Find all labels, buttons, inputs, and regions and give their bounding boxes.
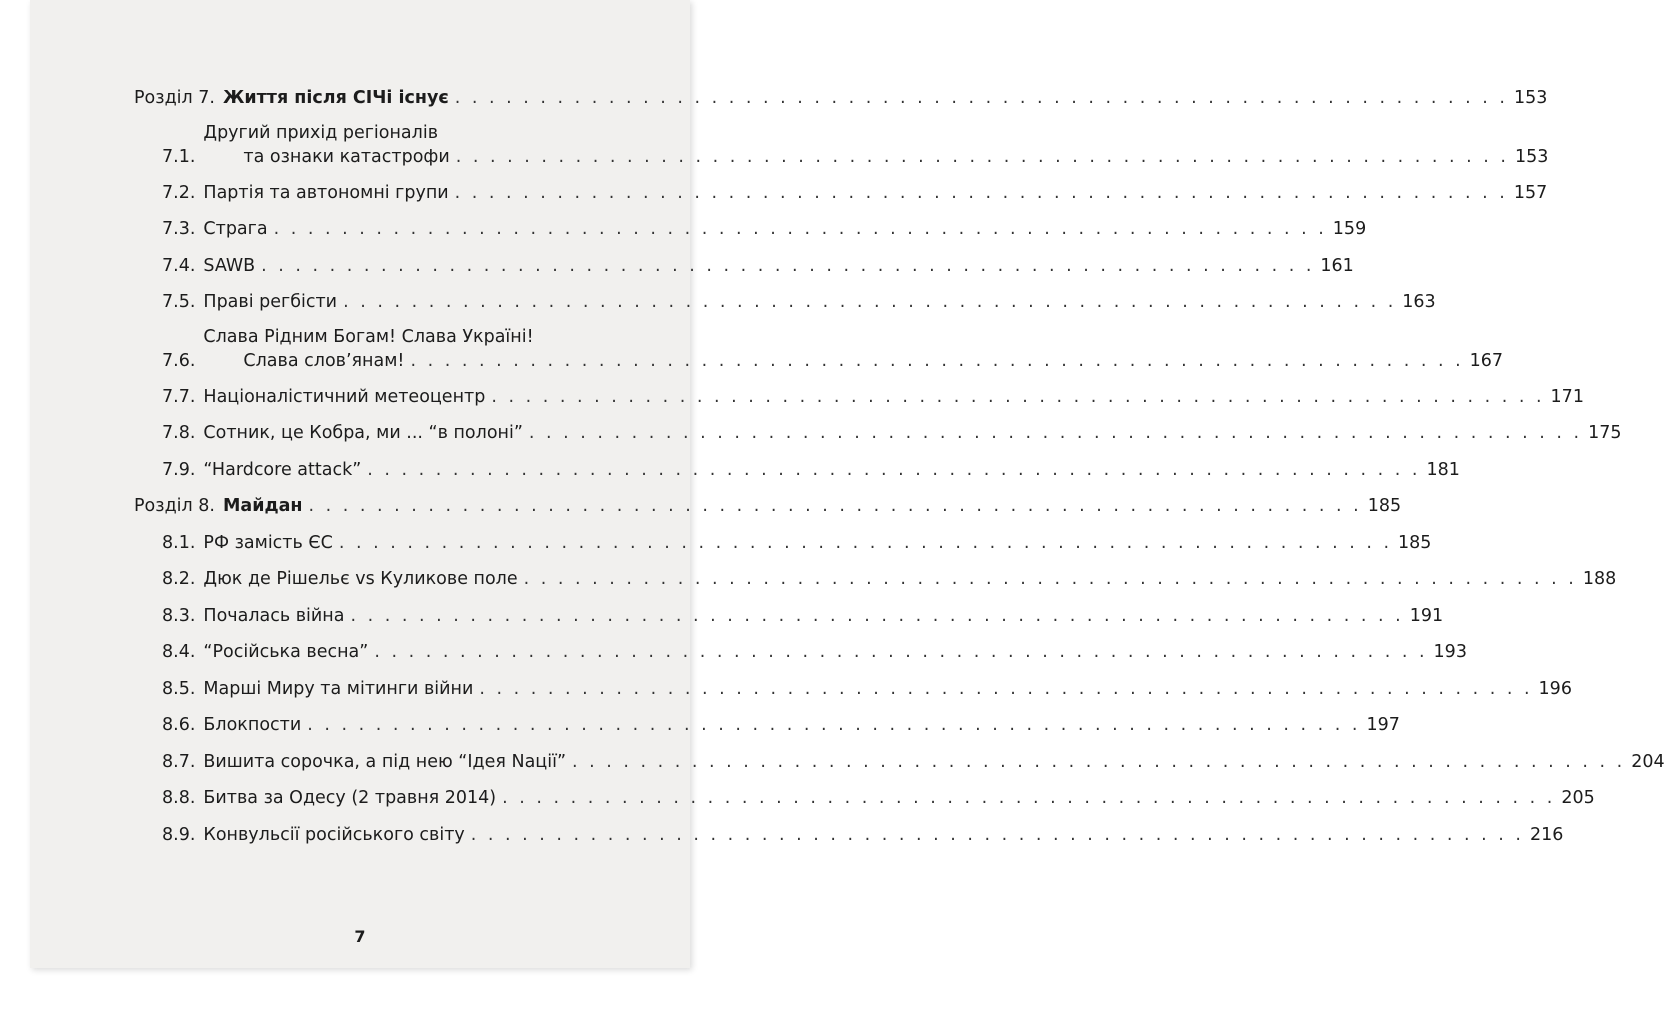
entry-number: 7.5. (162, 292, 196, 312)
entry-title: РФ замість ЄС (203, 532, 333, 553)
toc-entry-8-3 (134, 598, 1444, 635)
toc-entry-7-9 (134, 452, 1460, 489)
page-number: 205 (1561, 788, 1595, 808)
page-number: 188 (1582, 569, 1617, 589)
toc-entry-7-7 (134, 379, 1584, 416)
leader-dots (529, 415, 1582, 452)
page-number: 171 (1550, 386, 1584, 407)
leader-dots (339, 525, 1392, 562)
entry-number: 7.6. (162, 350, 196, 371)
leader-dots (455, 80, 1508, 117)
toc-chapter-7 (134, 80, 1548, 117)
toc-entry-8-4 (134, 634, 1467, 671)
entry-title: Марші Миру та мітинги війни (203, 678, 474, 699)
leader-dots (274, 211, 1327, 248)
toc-entry-7-6 (134, 321, 1504, 379)
chapter-label: Розділ 8. (134, 496, 215, 516)
page-number: 159 (1332, 219, 1367, 239)
toc-entry-8-9 (134, 817, 1564, 854)
leader-dots (307, 707, 1360, 744)
leader-dots (471, 817, 1524, 854)
entry-number: 7.1. (162, 146, 196, 167)
toc-entry-7-5 (134, 284, 1436, 321)
entry-title: Страга (203, 219, 268, 239)
page-number: 216 (1529, 824, 1564, 845)
table-of-contents (134, 80, 1665, 853)
page-number: 161 (1320, 255, 1354, 276)
leader-dots (455, 175, 1508, 212)
leader-dots (261, 248, 1314, 285)
toc-entry-7-3 (134, 211, 1367, 248)
leader-dots (491, 379, 1544, 416)
leader-dots (367, 452, 1420, 489)
entry-number: 8.1. (162, 532, 196, 553)
page-number: 197 (1366, 715, 1400, 735)
leader-dots (502, 780, 1555, 817)
entry-number: 8.9. (162, 824, 196, 845)
entry-title: Почалась війна (203, 605, 345, 626)
leader-dots (479, 671, 1532, 708)
leader-dots (572, 744, 1625, 781)
toc-entry-8-8 (134, 780, 1595, 817)
entry-number: 8.7. (162, 751, 196, 772)
toc-entry-8-6 (134, 707, 1400, 744)
toc-entry-8-5 (134, 671, 1572, 708)
entry-number: 8.6. (162, 715, 196, 735)
page-number: 181 (1426, 459, 1460, 480)
entry-number: 7.2. (162, 182, 196, 203)
page-number: 196 (1538, 678, 1572, 699)
page-number: 204 (1631, 751, 1665, 772)
leader-dots (343, 284, 1396, 321)
entry-title: “Hardcore attack” (203, 459, 362, 480)
entry-number: 8.3. (162, 605, 196, 626)
leader-dots (374, 634, 1427, 671)
entry-title: Націоналістичний метеоцентр (203, 386, 486, 407)
entry-title: Битва за Одесу (2 травня 2014) (203, 788, 497, 808)
toc-entry-8-2 (134, 561, 1617, 598)
entry-title: Партія та автономні групи (203, 182, 449, 203)
leader-dots (410, 349, 1463, 373)
page-number: 163 (1402, 292, 1436, 312)
entry-title-line2: та ознаки катастрофи (243, 146, 450, 167)
page-number: 193 (1433, 642, 1467, 662)
entry-title-line1: Слава Рідним Богам! Слава Україні! (203, 326, 534, 347)
entry-title: Сотник, це Кобра, ми ... “в полоні” (203, 423, 523, 443)
toc-entry-7-8 (134, 415, 1622, 452)
page-number: 157 (1513, 182, 1548, 203)
book-page (30, 0, 1665, 968)
entry-title: “Російська весна” (203, 642, 369, 662)
entry-number: 7.3. (162, 219, 196, 239)
entry-number: 7.9. (162, 459, 196, 480)
toc-entry-7-1 (134, 117, 1549, 175)
page-number: 191 (1409, 605, 1444, 626)
page-number: 153 (1513, 88, 1548, 108)
entry-title-line2: Слава слов’янам! (243, 350, 405, 371)
entry-number: 8.8. (162, 788, 196, 808)
entry-title: SAWB (203, 255, 256, 276)
folio-page-number: 7 (354, 927, 366, 946)
toc-entry-7-2 (134, 175, 1548, 212)
entry-title: Блокпости (203, 715, 302, 735)
entry-number: 8.2. (162, 569, 196, 589)
page-number: 153 (1514, 146, 1549, 167)
entry-number: 8.4. (162, 642, 196, 662)
leader-dots (309, 488, 1362, 525)
page-number: 167 (1469, 350, 1504, 371)
entry-title: Дюк де Рішельє vs Куликове поле (203, 569, 518, 589)
chapter-label: Розділ 7. (134, 88, 215, 108)
entry-title: Вишита сорочка, а під нею “Ідея Nації” (203, 751, 567, 772)
toc-chapter-8 (134, 488, 1402, 525)
toc-entry-8-7 (134, 744, 1665, 781)
entry-title-line1: Другий прихід регіоналів (203, 122, 439, 143)
entry-title: Конвульсії російського світу (203, 824, 465, 845)
chapter-title: Життя після СІЧі існує (222, 88, 449, 108)
page-number: 185 (1367, 496, 1402, 516)
leader-dots (350, 598, 1403, 635)
chapter-title: Майдан (222, 496, 303, 516)
page-number: 175 (1588, 423, 1622, 443)
toc-entry-7-4 (134, 248, 1354, 285)
entry-number: 8.5. (162, 678, 196, 699)
leader-dots (456, 145, 1509, 169)
entry-number: 7.4. (162, 255, 196, 276)
leader-dots (524, 561, 1577, 598)
entry-title: Праві регбісти (203, 292, 338, 312)
entry-number: 7.8. (162, 423, 196, 443)
page-number: 185 (1398, 532, 1432, 553)
toc-entry-8-1 (134, 525, 1432, 562)
entry-number: 7.7. (162, 386, 196, 407)
